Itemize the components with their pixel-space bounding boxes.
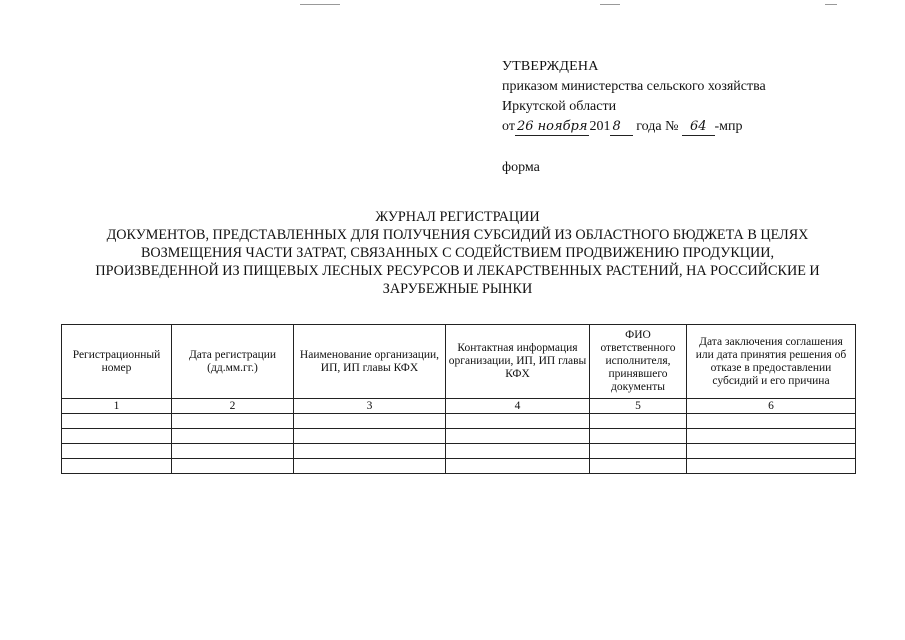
table-cell bbox=[172, 429, 294, 444]
table-cell bbox=[62, 414, 172, 429]
journal-title-line: ЖУРНАЛ РЕГИСТРАЦИИ bbox=[375, 209, 540, 225]
handwritten-year: 8 bbox=[610, 119, 632, 136]
table-cell bbox=[172, 459, 294, 474]
table-row bbox=[62, 444, 856, 459]
table-cell bbox=[294, 459, 446, 474]
order-suffix: -мпр bbox=[714, 119, 743, 134]
journal-title-line: ЗАРУБЕЖНЫЕ РЫНКИ bbox=[382, 281, 533, 297]
approval-region-line: Иркутской области bbox=[502, 99, 617, 114]
scan-artifact bbox=[825, 4, 837, 5]
form-label: форма bbox=[502, 160, 540, 175]
table-cell bbox=[687, 459, 856, 474]
table-row bbox=[62, 429, 856, 444]
table-cell bbox=[590, 459, 687, 474]
approval-date-line bbox=[502, 117, 766, 137]
table-cell bbox=[446, 414, 590, 429]
col-header-reg-number: Регистрационный номер bbox=[62, 325, 172, 399]
table-cell bbox=[590, 444, 687, 459]
table-cell bbox=[687, 414, 856, 429]
scan-artifact bbox=[600, 4, 620, 5]
col-header-contact-info: Контактная информация организации, ИП, ИП главы КФХ bbox=[446, 325, 590, 399]
table-cell bbox=[62, 459, 172, 474]
table-cell bbox=[294, 444, 446, 459]
approval-block bbox=[502, 57, 766, 137]
journal-title-line: ДОКУМЕНТОВ, ПРЕДСТАВЛЕННЫХ ДЛЯ ПОЛУЧЕНИЯ СУБСИДИЙ ИЗ ОБЛАСТНОГО БЮДЖЕТА В ЦЕЛЯХ bbox=[106, 227, 809, 243]
journal-title-line: ПРОИЗВЕДЕННОЙ ИЗ ПИЩЕВЫХ ЛЕСНЫХ РЕСУРСОВ И ЛЕКАРСТВЕННЫХ РАСТЕНИЙ, НА РОССИЙСКИЕ И bbox=[95, 263, 820, 279]
column-number-row bbox=[62, 399, 856, 414]
handwritten-date: 26 ноября bbox=[516, 119, 588, 134]
table-cell bbox=[446, 444, 590, 459]
column-number: 6 bbox=[687, 399, 856, 414]
table-cell bbox=[62, 444, 172, 459]
table-row bbox=[62, 459, 856, 474]
registration-table bbox=[61, 324, 856, 474]
table-cell bbox=[446, 459, 590, 474]
col-header-organization: Наименование организации, ИП, ИП главы КФХ bbox=[294, 325, 446, 399]
column-number: 3 bbox=[294, 399, 446, 414]
handwritten-order-number: 64 bbox=[682, 119, 715, 136]
table-row bbox=[62, 414, 856, 429]
table-cell bbox=[687, 444, 856, 459]
journal-title-line: ВОЗМЕЩЕНИЯ ЧАСТИ ЗАТРАТ, СВЯЗАННЫХ С СОДЕЙСТВИЕМ ПРОДВИЖЕНИЮ ПРОДУКЦИИ, bbox=[140, 245, 775, 261]
column-number: 4 bbox=[446, 399, 590, 414]
table-header-row bbox=[62, 325, 856, 399]
approval-title: УТВЕРЖДЕНА bbox=[502, 59, 599, 74]
col-header-decision: Дата заключения соглашения или дата принятия решения об отказе в предоставлении субсидий и его причина bbox=[687, 325, 856, 399]
year-prefix: 201 bbox=[589, 119, 611, 134]
table-cell bbox=[590, 429, 687, 444]
table-cell bbox=[590, 414, 687, 429]
col-header-responsible: ФИО ответственного исполнителя, принявшего документы bbox=[590, 325, 687, 399]
journal-title bbox=[55, 208, 860, 298]
table-cell bbox=[294, 429, 446, 444]
year-suffix: года № bbox=[632, 119, 679, 134]
table-cell bbox=[687, 429, 856, 444]
col-header-reg-date: Дата регистрации (дд.мм.гг.) bbox=[172, 325, 294, 399]
column-number: 5 bbox=[590, 399, 687, 414]
scan-artifact bbox=[300, 4, 340, 5]
table-cell bbox=[446, 429, 590, 444]
column-number: 2 bbox=[172, 399, 294, 414]
table-cell bbox=[62, 429, 172, 444]
table-cell bbox=[294, 414, 446, 429]
approval-order-line: приказом министерства сельского хозяйства bbox=[502, 79, 766, 94]
table-cell bbox=[172, 444, 294, 459]
date-prefix: от bbox=[502, 119, 515, 134]
table-cell bbox=[172, 414, 294, 429]
column-number: 1 bbox=[62, 399, 172, 414]
